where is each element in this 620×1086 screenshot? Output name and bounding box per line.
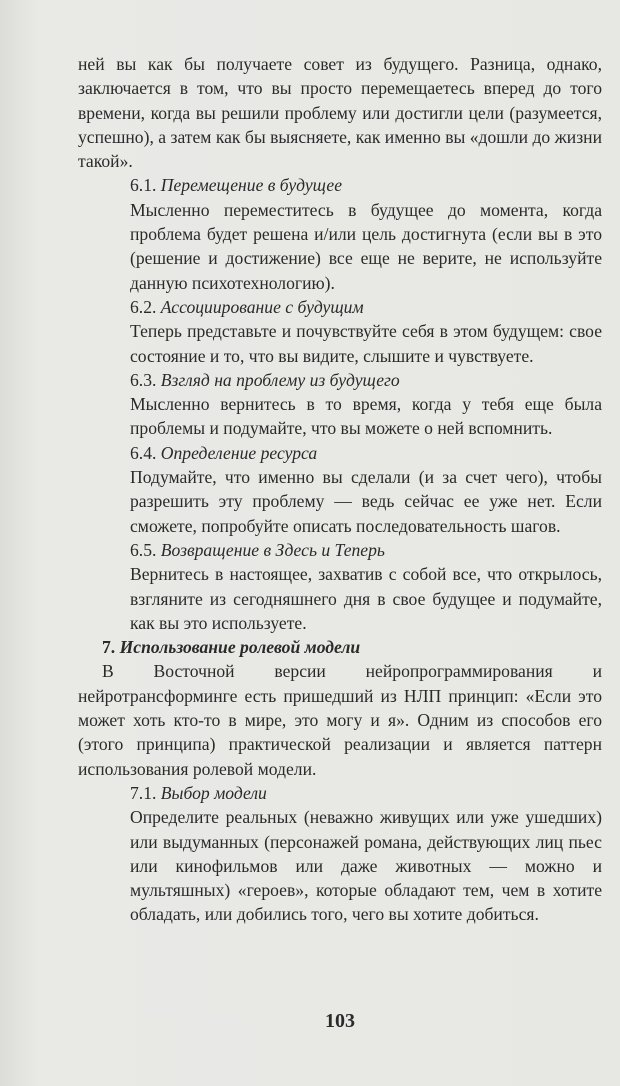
heading-title: Возвращение в Здесь и Теперь — [160, 539, 385, 560]
paragraph-intro: ней вы как бы получаете совет из будущего. Разница, однако, заключается в том, что вы просто перемещаетесь вперед до того времени, когда вы решили проблему или достигли цели (разумеется, успешно), а затем как бы выясняете, как именно вы «дошли до жизни такой». — [78, 54, 602, 172]
heading-title: Выбор модели — [160, 782, 267, 803]
page-number: 103 — [325, 1010, 355, 1032]
heading-title: Ассоциирование с будущим — [160, 296, 364, 317]
heading-number: 6.1. — [130, 175, 157, 196]
heading-number: 6.5. — [130, 539, 157, 560]
heading-title: Перемещение в будущее — [160, 175, 343, 196]
heading-number: 6.4. — [130, 442, 157, 463]
page-body — [78, 52, 602, 927]
heading-6-4 — [78, 441, 602, 465]
paragraph-6-5: Вернитесь в настоящее, захватив с собой все, что открылось, взгляните из сегодняшнего дня в свое будущее и подумайте, как вы это используете. — [130, 564, 602, 633]
heading-6-3 — [78, 368, 602, 392]
heading-6-5 — [78, 538, 602, 562]
heading-6-2 — [78, 295, 602, 319]
paragraph-6-1: Мысленно переместитесь в будущее до момента, когда проблема будет решена и/или цель достигнута (если вы в это (решение и достижение) все еще не верите, не используйте данную психотехнологию). — [130, 199, 602, 293]
heading-title: Взгляд на проблему из будущего — [160, 369, 400, 390]
heading-7 — [78, 635, 602, 659]
paragraph-6-3: Мысленно вернитесь в то время, когда у тебя еще была проблемы и подумайте, что вы можете о ней вспомнить. — [130, 394, 602, 439]
heading-6-1 — [78, 173, 602, 197]
heading-7-1 — [78, 781, 602, 805]
heading-number: 6.3. — [130, 369, 157, 390]
paragraph-7: В Восточной версии нейропрограммирования и нейротрансформинге есть пришедший из НЛП принцип: «Если это может хоть кто-то в мире, это могу и я». Одним из способов его (этого принципа) практической реализации и является паттерн использования ролевой модели. — [78, 661, 602, 779]
heading-title: Определение ресурса — [160, 442, 318, 463]
heading-title: Использование ролевой модели — [119, 637, 361, 658]
heading-number: 6.2. — [130, 296, 157, 317]
paragraph-6-2: Теперь представьте и почувствуйте себя в этом будущем: свое состояние и то, что вы видите, слышите и чувствуете. — [130, 321, 602, 366]
heading-number: 7. — [102, 637, 116, 658]
paragraph-7-1: Определите реальных (неважно живущих или уже ушедших) или выдуманных (персонажей романа, действующих лиц пьес или кинофильмов или даже животных — можно и мультяшных) «героев», которые обладают тем, чем в хотите обладать, или добились того, чего вы хотите добиться. — [130, 807, 602, 925]
heading-number: 7.1. — [130, 782, 157, 803]
paragraph-6-4: Подумайте, что именно вы сделали (и за счет чего), чтобы разрешить эту проблему — ведь сейчас ее уже нет. Если сможете, попробуйте описать последовательность шагов. — [130, 467, 602, 536]
